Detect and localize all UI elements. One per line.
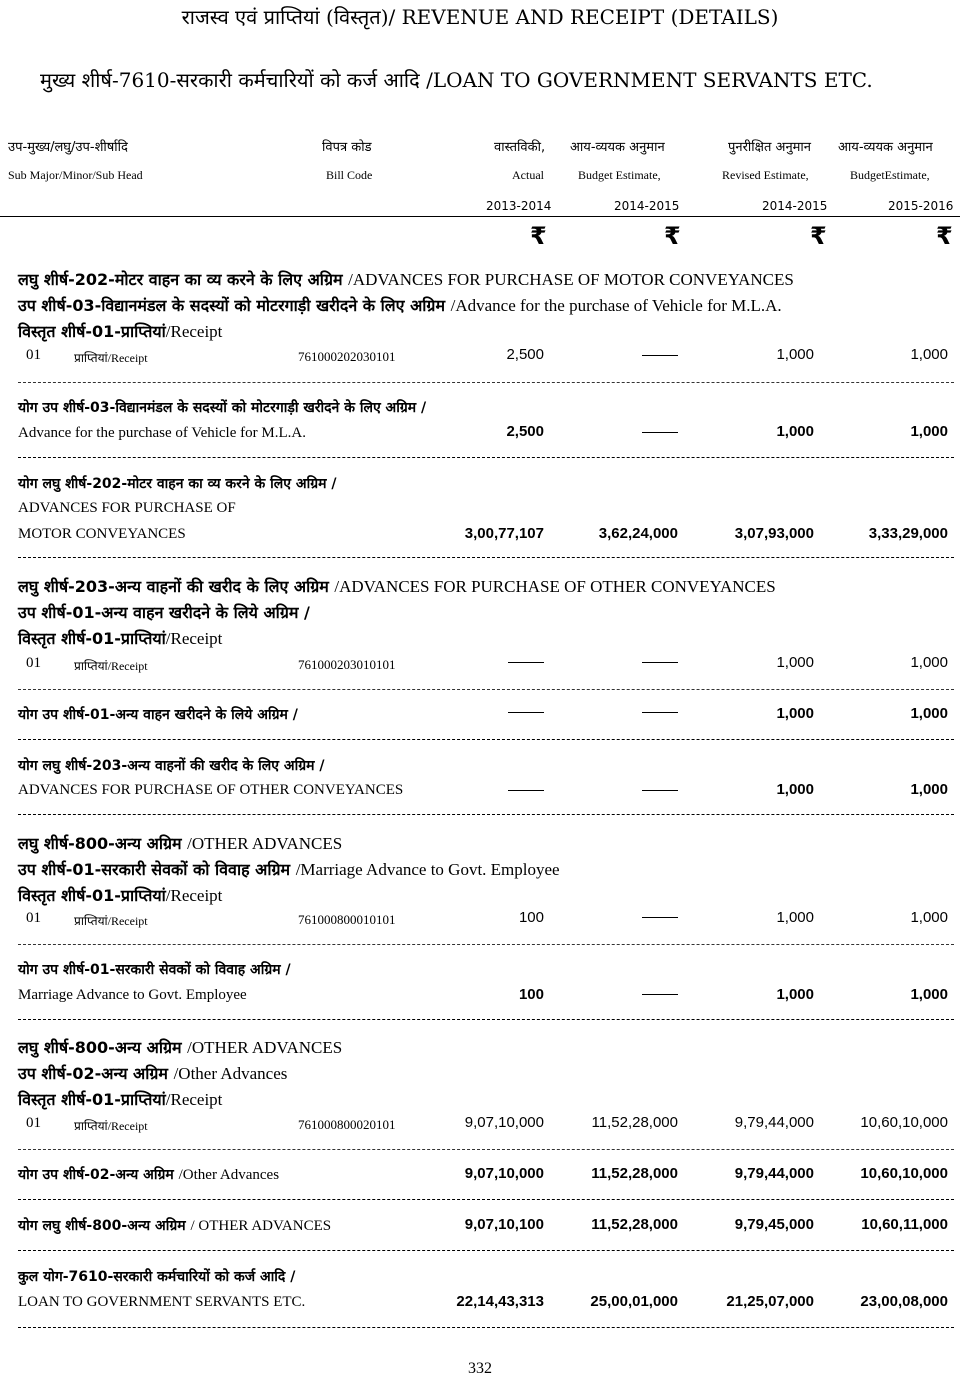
sub-total-label: योग उप शीर्ष-01-सरकारी सेवकों को विवाह अग्रिम /	[18, 962, 291, 978]
col-be-en: Budget Estimate,	[578, 168, 661, 182]
divider	[18, 1250, 954, 1251]
value-re: 9,79,44,000	[734, 1114, 814, 1131]
total-re: 1,000	[776, 781, 814, 798]
nil-dash	[508, 712, 544, 713]
divider	[18, 457, 954, 458]
grand-be2: 23,00,08,000	[860, 1293, 948, 1310]
nil-dash	[642, 662, 678, 663]
row-number: 01	[26, 910, 41, 926]
sub-head-03: उप शीर्ष-03-विद्यानमंडल के सदस्यों को मोटरगाड़ी खरीदने के लिए अग्रिम /Advance for the purchase of Vehicle for M.L.A.	[18, 296, 782, 315]
value-re: 1,000	[776, 346, 814, 363]
total-be2: 1,000	[910, 423, 948, 440]
col-head-hi: उप-मुख्य/लघु/उप-शीर्षादि	[8, 140, 128, 155]
divider	[18, 1327, 954, 1328]
sub-head-01: उप शीर्ष-01-अन्य वाहन खरीदने के लिये अग्रिम /	[18, 603, 310, 622]
divider	[18, 382, 954, 383]
col-actual-hi: वास्तविकी,	[494, 140, 546, 155]
divider	[18, 1149, 954, 1150]
sub-total-label-en: Marriage Advance to Govt. Employee	[18, 987, 247, 1003]
total-be2: 1,000	[910, 986, 948, 1003]
bill-code: 761000202030101	[298, 349, 396, 364]
row-number: 01	[26, 1115, 41, 1131]
total-re: 9,79,44,000	[734, 1165, 814, 1182]
nil-dash	[508, 662, 544, 663]
year-be: 2014-2015	[614, 199, 680, 213]
total-actual: 9,07,10,100	[464, 1216, 544, 1233]
nil-dash	[642, 712, 678, 713]
nil-dash	[642, 432, 678, 433]
col-be2-hi: आय-व्ययक अनुमान	[838, 140, 933, 155]
total-re: 9,79,45,000	[734, 1216, 814, 1233]
bill-code: 761000203010101	[298, 657, 396, 672]
row-label: प्राप्तियां/Receipt	[74, 914, 148, 928]
grand-total-label-en: LOAN TO GOVERNMENT SERVANTS ETC.	[18, 1294, 306, 1310]
total-actual: 100	[518, 986, 544, 1003]
divider	[18, 814, 954, 815]
row-number: 01	[26, 347, 41, 363]
total-re: 1,000	[776, 423, 814, 440]
value-actual: 2,500	[506, 346, 544, 363]
col-bill-hi: विपत्र कोड	[322, 140, 372, 155]
value-actual: 100	[518, 909, 544, 926]
minor-total-label-en: MOTOR CONVEYANCES	[18, 526, 186, 542]
total-be2: 10,60,10,000	[860, 1165, 948, 1182]
detail-head: विस्तृत शीर्ष-01-प्राप्तियां/Receipt	[18, 886, 223, 905]
divider	[18, 689, 954, 690]
rupee-icon: ₹	[936, 222, 953, 250]
minor-total-label: योग लघु शीर्ष-202-मोटर वाहन का व्य करने के लिए अग्रिम /	[18, 476, 337, 492]
nil-dash	[642, 355, 678, 356]
value-be2: 1,000	[910, 654, 948, 671]
minor-head-800: लघु शीर्ष-800-अन्य अग्रिम /OTHER ADVANCES	[18, 834, 343, 853]
nil-dash	[642, 790, 678, 791]
total-re: 1,000	[776, 705, 814, 722]
nil-dash	[508, 790, 544, 791]
sub-total-label: योग उप शीर्ष-03-विद्यानमंडल के सदस्यों को मोटरगाड़ी खरीदने के लिए अग्रिम /	[18, 400, 427, 416]
row-label: प्राप्तियां/Receipt	[74, 659, 148, 673]
row-number: 01	[26, 655, 41, 671]
total-be2: 1,000	[910, 705, 948, 722]
bill-code: 761000800020101	[298, 1117, 396, 1132]
value-be2: 10,60,10,000	[860, 1114, 948, 1131]
divider	[18, 1019, 954, 1020]
bill-code: 761000800010101	[298, 912, 396, 927]
sub-total-label: योग उप शीर्ष-01-अन्य वाहन खरीदने के लिये अग्रिम /	[18, 707, 298, 723]
nil-dash	[642, 994, 678, 995]
total-actual: 2,500	[506, 423, 544, 440]
rupee-icon: ₹	[810, 222, 827, 250]
sub-head-02: उप शीर्ष-02-अन्य अग्रिम /Other Advances	[18, 1064, 288, 1083]
value-re: 1,000	[776, 909, 814, 926]
nil-dash	[642, 917, 678, 918]
minor-total-label: योग लघु शीर्ष-203-अन्य वाहनों की खरीद के लिए अग्रिम /	[18, 758, 325, 774]
sub-total-label: योग उप शीर्ष-02-अन्य अग्रिम /Other Advances	[18, 1167, 280, 1183]
minor-head-202: लघु शीर्ष-202-मोटर वाहन का व्य करने के लिए अग्रिम /ADVANCES FOR PURCHASE OF MOTOR CONVEYANCES	[18, 270, 794, 289]
major-head-title: मुख्य शीर्ष-7610-सरकारी कर्मचारियों को कर्ज आदि /LOAN TO GOVERNMENT SERVANTS ETC.	[40, 68, 873, 92]
header-rule	[0, 216, 960, 217]
year-actual: 2013-2014	[486, 199, 552, 213]
grand-total-label: कुल योग-7610-सरकारी कर्मचारियों को कर्ज आदि /	[18, 1269, 296, 1285]
col-re-en: Revised Estimate,	[722, 168, 809, 182]
total-re: 1,000	[776, 986, 814, 1003]
minor-total-label-en: ADVANCES FOR PURCHASE OF OTHER CONVEYANCES	[18, 782, 404, 798]
year-be2: 2015-2016	[888, 199, 954, 213]
grand-re: 21,25,07,000	[726, 1293, 814, 1310]
minor-total-label: योग लघु शीर्ष-800-अन्य अग्रिम / OTHER ADVANCES	[18, 1218, 332, 1234]
col-head-en: Sub Major/Minor/Sub Head	[8, 168, 143, 182]
value-be: 11,52,28,000	[591, 1114, 678, 1131]
value-actual: 9,07,10,000	[464, 1114, 544, 1131]
total-actual: 9,07,10,000	[464, 1165, 544, 1182]
grand-actual: 22,14,43,313	[456, 1293, 544, 1310]
col-re-hi: पुनरीक्षित अनुमान	[728, 140, 812, 155]
rupee-icon: ₹	[530, 222, 547, 250]
rupee-icon: ₹	[664, 222, 681, 250]
detail-head: विस्तृत शीर्ष-01-प्राप्तियां/Receipt	[18, 629, 223, 648]
divider	[18, 557, 954, 558]
sub-total-label-en: Advance for the purchase of Vehicle for M.L.A.	[18, 425, 306, 441]
value-be2: 1,000	[910, 346, 948, 363]
sub-head-01: उप शीर्ष-01-सरकारी सेवकों को विवाह अग्रिम /Marriage Advance to Govt. Employee	[18, 860, 560, 879]
total-be2: 10,60,11,000	[861, 1216, 948, 1233]
value-be2: 1,000	[910, 909, 948, 926]
divider	[18, 739, 954, 740]
total-be2: 1,000	[910, 781, 948, 798]
divider	[18, 944, 954, 945]
year-re: 2014-2015	[762, 199, 828, 213]
minor-head-203: लघु शीर्ष-203-अन्य वाहनों की खरीद के लिए अग्रिम /ADVANCES FOR PURCHASE OF OTHER CONVEYANCES	[18, 577, 776, 596]
total-be2: 3,33,29,000	[868, 525, 948, 542]
col-be2-en: BudgetEstimate,	[850, 168, 930, 182]
total-be: 11,52,28,000	[591, 1216, 678, 1233]
total-re: 3,07,93,000	[734, 525, 814, 542]
total-actual: 3,00,77,107	[464, 525, 544, 542]
total-be: 11,52,28,000	[591, 1165, 678, 1182]
col-bill-en: Bill Code	[326, 168, 373, 182]
minor-total-label-en: ADVANCES FOR PURCHASE OF	[18, 500, 236, 516]
total-be: 3,62,24,000	[598, 525, 678, 542]
detail-head: विस्तृत शीर्ष-01-प्राप्तियां/Receipt	[18, 1090, 223, 1109]
page-title: राजस्व एवं प्राप्तियां (विस्तृत)/ REVENUE AND RECEIPT (DETAILS)	[181, 5, 779, 29]
col-be-hi: आय-व्ययक अनुमान	[570, 140, 665, 155]
page-number: 332	[468, 1360, 492, 1377]
detail-head: विस्तृत शीर्ष-01-प्राप्तियां/Receipt	[18, 322, 223, 341]
divider	[18, 1199, 954, 1200]
grand-be: 25,00,01,000	[590, 1293, 678, 1310]
row-label: प्राप्तियां/Receipt	[74, 1119, 148, 1133]
row-label: प्राप्तियां/Receipt	[74, 351, 148, 365]
col-actual-en: Actual	[512, 168, 544, 182]
minor-head-800: लघु शीर्ष-800-अन्य अग्रिम /OTHER ADVANCES	[18, 1038, 343, 1057]
value-re: 1,000	[776, 654, 814, 671]
